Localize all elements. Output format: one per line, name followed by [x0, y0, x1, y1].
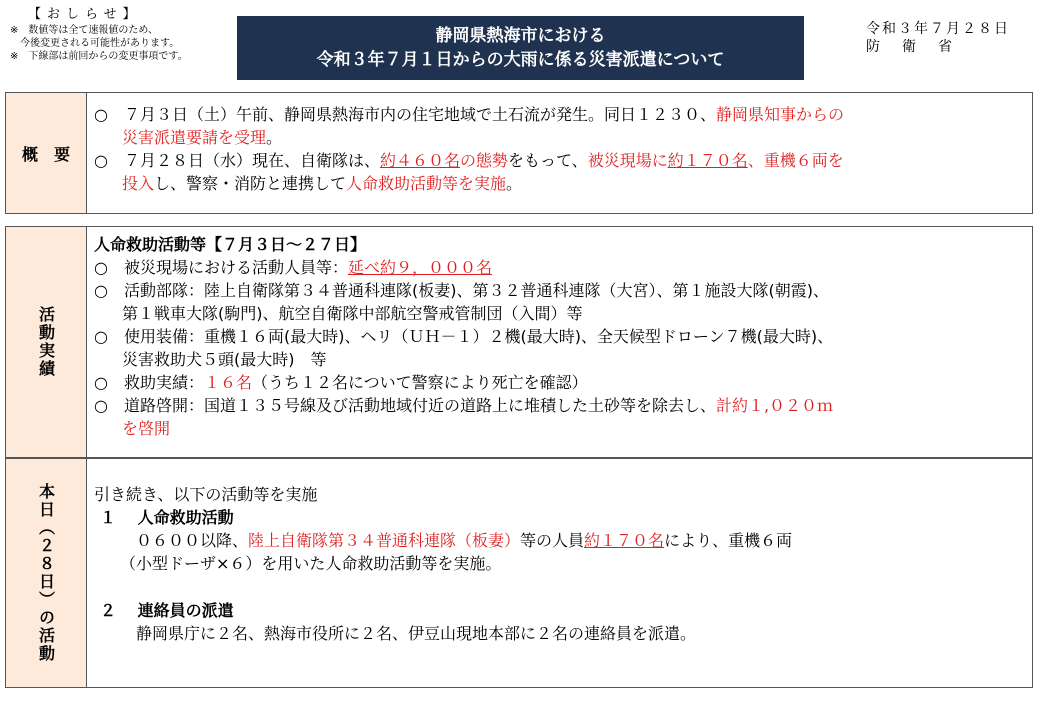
overview-line: 投入し、警察・消防と連携して人命救助活動等を実施。	[122, 174, 523, 193]
notice-box	[10, 8, 240, 63]
results-label: 活動実績	[6, 227, 87, 457]
today-item-title: １ 人命救助活動	[100, 508, 234, 527]
today-intro: 引き続き、以下の活動等を実施	[94, 485, 318, 504]
date-block	[866, 20, 1010, 56]
overview-line: ○ ７月３日（土）午前、静岡県熱海市内の住宅地域で土石流が発生。同日１２３０、静岡県知事からの	[94, 105, 844, 124]
today-line: （小型ドーザ×６）を用いた人命救助活動等を実施。	[120, 554, 502, 573]
results-line: ○ 救助実績：１６名（うち１２名について警察により死亡を確認）	[94, 373, 588, 392]
results-line: ○ 使用装備：重機１６両(最大時)、ヘリ（ＵＨ－１）２機(最大時)、全天候型ドローン７機(最大時)、	[94, 327, 834, 346]
notice-title: 【おしらせ】	[28, 7, 142, 22]
issue-date: 令和３年７月２８日	[866, 21, 1010, 37]
results-line: 災害救助犬５頭(最大時) 等	[122, 350, 327, 369]
title-line-1: 静岡県熱海市における	[435, 26, 606, 46]
overview-section	[5, 92, 1033, 214]
issuing-organization: 防衛省	[866, 39, 974, 55]
results-line: 第１戦車大隊(駒門)、航空自衛隊中部航空警戒管制団（入間）等	[122, 304, 583, 323]
today-item-title: ２ 連絡員の派遣	[100, 601, 234, 620]
notice-line: 今後変更される可能性があります。	[10, 38, 180, 49]
today-label: 本日（２８日）の活動	[6, 459, 87, 687]
overview-label: 概 要	[6, 93, 87, 213]
results-line: を啓開	[122, 419, 171, 438]
overview-line: 災害派遣要請を受理。	[122, 128, 283, 147]
results-line: ○ 道路啓開：国道１３５号線及び活動地域付近の道路上に堆積した土砂等を除去し、計約１,０２０ｍ	[94, 396, 834, 415]
today-section	[5, 458, 1033, 688]
today-line: 静岡県庁に２名、熱海市役所に２名、伊豆山現地本部に２名の連絡員を派遣。	[136, 624, 697, 643]
today-line: ０６００以降、陸上自衛隊第３４普通科連隊（板妻）等の人員約１７０名により、重機６両	[136, 531, 793, 550]
notice-line: ※ 下線部は前回からの変更事項です。	[10, 51, 188, 62]
results-heading: 人命救助活動等【７月３日～２７日】	[94, 235, 367, 254]
title-line-2: 令和３年７月１日からの大雨に係る災害派遣について	[316, 50, 725, 70]
overview-line: ○ ７月２８日（水）現在、自衛隊は、約４６０名の態勢をもって、被災現場に約１７０名、重機６両を	[94, 151, 844, 170]
results-section	[5, 226, 1033, 458]
overview-body	[94, 103, 1024, 195]
results-body	[94, 233, 1024, 440]
results-line: ○ 被災現場における活動人員等：延べ約９，０００名	[94, 258, 492, 277]
results-line: ○ 活動部隊：陸上自衛隊第３４普通科連隊(板妻)、第３２普通科連隊（大宮）、第１施設大隊(朝霞)、	[94, 281, 829, 300]
page-title	[237, 16, 804, 80]
today-body	[94, 483, 1024, 645]
notice-line: ※ 数値等は全て速報値のため、	[10, 25, 158, 36]
